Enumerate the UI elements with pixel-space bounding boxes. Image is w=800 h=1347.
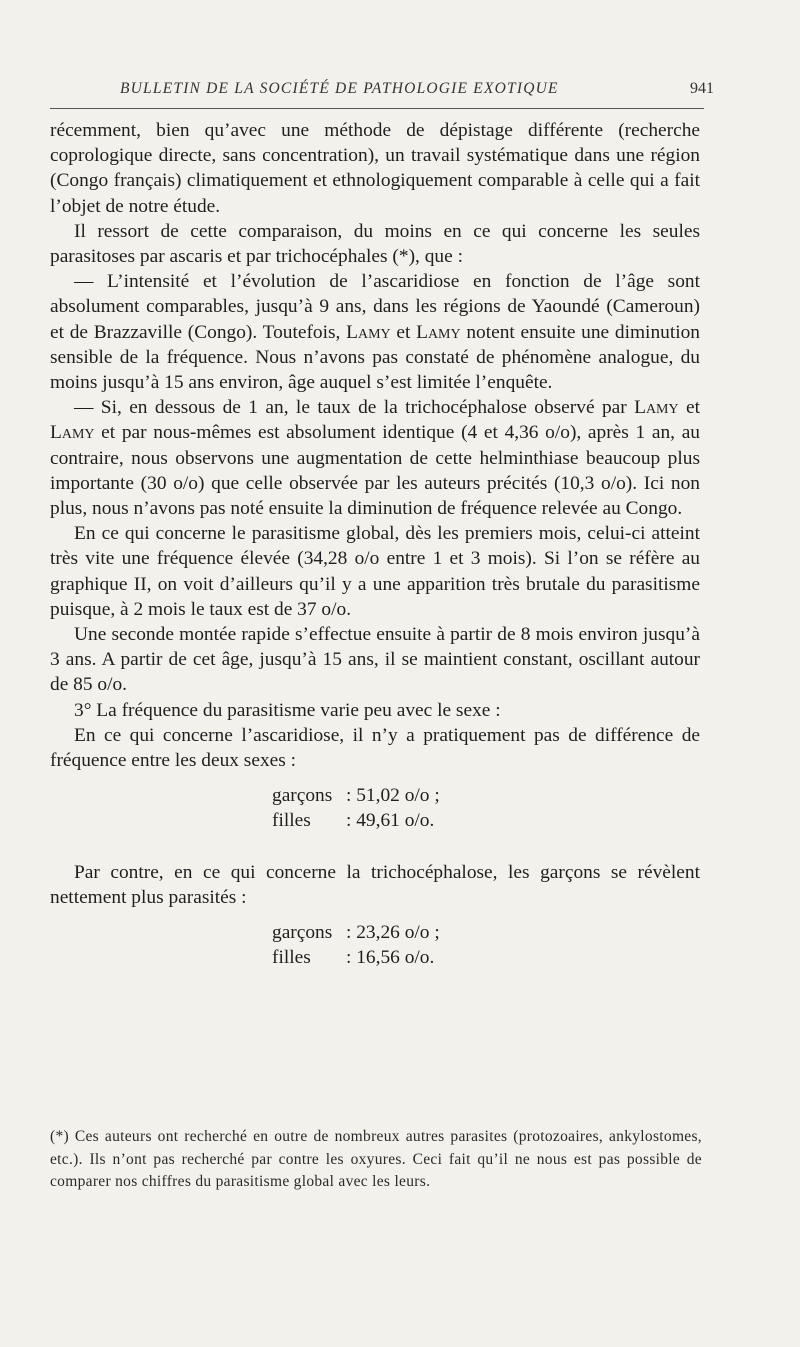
ascaris-sex-stats [272, 783, 700, 833]
paragraph: En ce qui concerne l’ascaridiose, il n’y a pratiquement pas de différence de fréquence entre les deux sexes : [50, 724, 700, 772]
stat-label: garçons [272, 785, 333, 807]
text-run: et [390, 321, 417, 343]
footnote: (*) Ces auteurs ont recherché en outre de nombreux autres parasites (protozoaires, ankylostomes, etc.). Ils n’ont pas recherché par contre les oxyures. Ceci fait qu’il ne nous est pas possible de comparer nos chiffres du parasitisme global avec les leurs. [50, 1128, 702, 1190]
stat-row [272, 808, 700, 833]
text-run: notent ensuite une diminution sensible de la fréquence. Nous n’avons pas constaté de phénomène analogue, du moins jusqu’à 15 ans environ, âge auquel s’est limitée l’enquête. [50, 321, 700, 394]
stat-label: filles [272, 810, 311, 832]
header-rule [50, 108, 704, 109]
stat-row [272, 945, 700, 970]
paragraph: 3° La fréquence du parasitisme varie peu avec le sexe : [74, 699, 501, 721]
stat-value: : 23,26 o/o ; [346, 922, 440, 944]
author-name: Lamy [50, 422, 95, 444]
author-name: Lamy [416, 321, 461, 343]
page-number: 941 [690, 80, 714, 97]
stat-label: garçons [272, 922, 333, 944]
paragraph: récemment, bien qu’avec une méthode de dépistage différente (recherche coprologique directe, sans concentration), un travail systématique dans une région (Congo français) climatiquement et ethnologiquement comparable à celle qui a fait l’objet de notre étude. [50, 120, 700, 217]
paragraph: Une seconde montée rapide s’effectue ensuite à partir de 8 mois environ jusqu’à 3 ans. A partir de cet âge, jusqu’à 15 ans, il se maintient constant, oscillant autour de 85 o/o. [50, 624, 700, 696]
stat-value: : 51,02 o/o ; [346, 785, 440, 807]
body-text [50, 118, 700, 985]
running-header [50, 80, 714, 98]
stat-row [272, 920, 700, 945]
paragraph: Il ressort de cette comparaison, du moins en ce qui concerne les seules parasitoses par ascaris et par trichocéphales (*), que : [50, 220, 700, 268]
paragraph: Par contre, en ce qui concerne la trichocéphalose, les garçons se révèlent nettement plus parasités : [50, 861, 700, 908]
text-run: et [678, 397, 700, 419]
spacer [50, 848, 700, 860]
stat-value: : 49,61 o/o. [346, 810, 435, 832]
running-title: BULLETIN DE LA SOCIÉTÉ DE PATHOLOGIE EXOTIQUE [120, 80, 559, 97]
stat-label: filles [272, 947, 311, 969]
text-run: — Si, en dessous de 1 an, le taux de la trichocéphalose observé par [74, 397, 635, 419]
stat-value: : 16,56 o/o. [346, 947, 435, 969]
text-run: et par nous-mêmes est absolument identique (4 et 4,36 o/o), après 1 an, au contraire, nous observons une augmentation de cette helminthiase beaucoup plus importante (30 o/o) que celle observée par les auteurs précités (10,3 o/o). Ici non plus, nous n’avons pas noté ensuite la diminution de fréquence relevée au Congo. [50, 422, 700, 520]
paragraph-trichocephalose [50, 395, 700, 521]
paragraph: En ce qui concerne le parasitisme global, dès les premiers mois, celui-ci atteint très vite une fréquence élevée (34,28 o/o entre 1 et 3 mois). Si l’on se réfère au graphique II, on voit d’ailleurs qu’il y a une apparition très brutale du parasitisme puisque, à 2 mois le taux est de 37 o/o. [50, 523, 700, 620]
tricho-sex-stats [272, 920, 700, 970]
author-name: Lamy [346, 321, 391, 343]
stat-row [272, 783, 700, 808]
paragraph-ascaridiose [50, 269, 700, 395]
text-run: — L’intensité et l’évolution de l’ascaridiose en fonction de l’âge sont absolument comparables, jusqu’à 9 ans, dans les régions de Yaoundé (Cameroun) et de Brazzaville (Congo). Toutefois, [50, 271, 700, 343]
author-name: Lamy [634, 397, 679, 419]
